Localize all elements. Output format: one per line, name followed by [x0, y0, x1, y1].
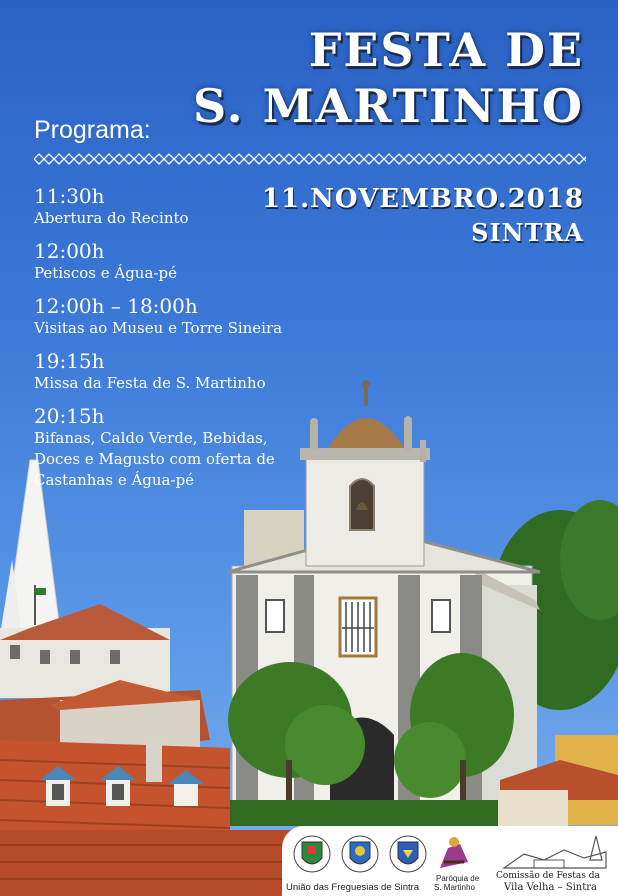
event-title [193, 22, 584, 134]
event-date: 11.NOVEMBRO.2018 [261, 184, 584, 214]
parish-shield-icons [290, 832, 430, 880]
program-item [34, 294, 334, 339]
program-desc: Missa da Festa de S. Martinho [34, 374, 266, 392]
event-location: SINTRA [471, 218, 584, 247]
program-time: 20:15h [34, 404, 105, 428]
program-desc: Castanhas e Água-pé [34, 471, 195, 489]
commission-label-1: Comissão de Festas da [496, 871, 600, 881]
commission-label-2: Vila Velha – Sintra [504, 882, 598, 893]
title-line-1: FESTA DE [308, 23, 584, 77]
program-time: 12:00h – 18:00h [34, 294, 198, 318]
program-time: 11:30h [34, 184, 105, 208]
programa-heading: Programa: [34, 116, 151, 144]
program-item [34, 349, 334, 394]
commission-palace-icon [494, 830, 614, 872]
program-desc: Petiscos e Água-pé [34, 264, 177, 282]
program-list [34, 184, 334, 501]
program-desc: Bifanas, Caldo Verde, Bebidas, [34, 429, 268, 447]
program-time: 12:00h [34, 239, 105, 263]
program-desc: Doces e Magusto com oferta de [34, 450, 275, 468]
title-line-2: S. MARTINHO [193, 79, 584, 133]
sponsor-logos [282, 826, 618, 896]
program-item [34, 239, 334, 284]
program-desc: Abertura do Recinto [34, 209, 189, 227]
program-desc: Visitas ao Museu e Torre Sineira [34, 319, 283, 337]
program-item [34, 404, 334, 491]
parish-st-martin-icon [434, 832, 474, 872]
parish-label-2: S. Martinho [434, 883, 475, 892]
decorative-divider [34, 152, 586, 166]
program-item [34, 184, 334, 229]
parish-label-1: Paróquia de [436, 874, 480, 883]
program-time: 19:15h [34, 349, 105, 373]
union-parishes-label: União das Freguesias de Sintra [286, 882, 420, 893]
